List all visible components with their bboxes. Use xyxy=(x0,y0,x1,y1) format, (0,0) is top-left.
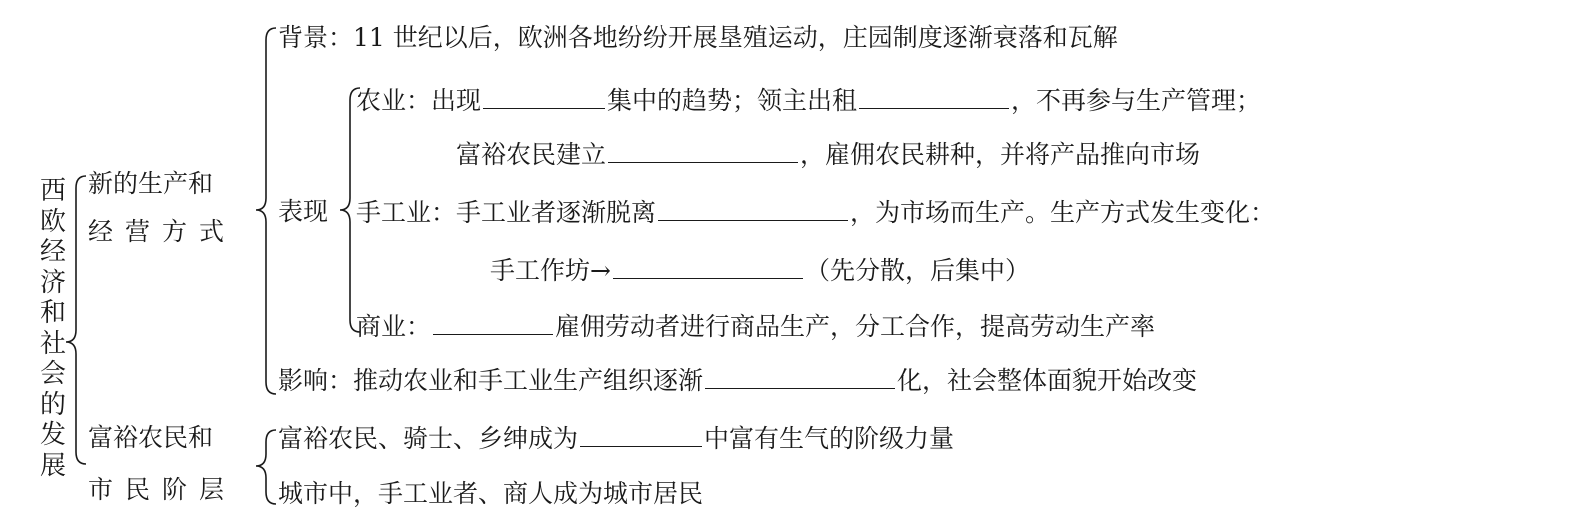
root-title-char: 西 xyxy=(39,176,66,206)
agriculture-text-3: ，不再参与生产管理； xyxy=(1011,86,1262,115)
agriculture-blank-2[interactable] xyxy=(859,84,1009,109)
root-title-char: 会 xyxy=(39,359,66,389)
branch1-title-line1: 新的生产和 xyxy=(88,169,214,198)
branch2-title-line1: 富裕农民和 xyxy=(88,423,214,452)
branch2-line2: 城市中，手工业者、商人成为城市居民 xyxy=(278,479,704,508)
root-title-char: 济 xyxy=(39,267,66,298)
commerce-line xyxy=(356,310,1155,343)
handicraft-blank-1[interactable] xyxy=(658,196,848,221)
agriculture-text-1: 农业：出现 xyxy=(356,86,482,115)
agriculture-line1 xyxy=(356,84,1261,117)
branch1-bracket xyxy=(256,28,276,394)
branch2-text-1: 富裕农民、骑士、乡绅成为 xyxy=(278,424,579,453)
handicraft-line2 xyxy=(490,254,1030,287)
root-title-char: 社 xyxy=(39,328,66,359)
branch2-text-2: 中富有生气的阶级力量 xyxy=(704,424,955,453)
branch2-bracket xyxy=(256,430,276,504)
influence-line xyxy=(278,364,1197,397)
influence-text-1: 影响：推动农业和手工业生产组织逐渐 xyxy=(278,366,704,395)
influence-text-2: 化，社会整体面貌开始改变 xyxy=(897,366,1198,395)
influence-blank[interactable] xyxy=(705,364,895,389)
manifestation-label: 表现 xyxy=(278,197,329,226)
branch2-title-line2: 市民阶层 xyxy=(88,475,237,504)
commerce-text-2: 雇佣劳动者进行商品生产，分工合作，提高劳动生产率 xyxy=(555,312,1156,341)
agriculture-text-5: ，雇佣农民耕种，并将产品推向市场 xyxy=(800,140,1201,169)
handicraft-text-1: 手工业：手工业者逐渐脱离 xyxy=(356,198,657,227)
handicraft-blank-2[interactable] xyxy=(613,254,803,279)
root-title-char: 展 xyxy=(39,450,66,481)
branch2-line1 xyxy=(278,422,954,455)
agriculture-line2 xyxy=(456,138,1200,171)
handicraft-line1 xyxy=(356,196,1275,229)
agriculture-blank-3[interactable] xyxy=(608,138,798,163)
branch1-title-line2: 经营方式 xyxy=(88,217,237,246)
handicraft-text-2: ，为市场而生产。生产方式发生变化： xyxy=(850,198,1276,227)
commerce-blank[interactable] xyxy=(433,310,553,335)
agriculture-text-2: 集中的趋势；领主出租 xyxy=(607,86,858,115)
handicraft-text-4: （先分散，后集中） xyxy=(804,256,1030,285)
root-title-char: 经 xyxy=(39,237,66,267)
agriculture-text-4: 富裕农民建立 xyxy=(456,140,607,169)
commerce-text-1: 商业： xyxy=(356,312,432,341)
root-title-char: 的 xyxy=(39,389,66,420)
root-title-char: 欧 xyxy=(39,206,66,237)
root-title-char: 和 xyxy=(39,298,66,328)
handicraft-text-3: 手工作坊→ xyxy=(490,256,611,285)
agriculture-blank-1[interactable] xyxy=(483,84,605,109)
background-line: 背景：11 世纪以后，欧洲各地纷纷开展垦殖运动，庄园制度逐渐衰落和瓦解 xyxy=(278,23,1118,52)
root-title-char: 发 xyxy=(39,420,66,450)
branch2-blank[interactable] xyxy=(580,422,702,447)
